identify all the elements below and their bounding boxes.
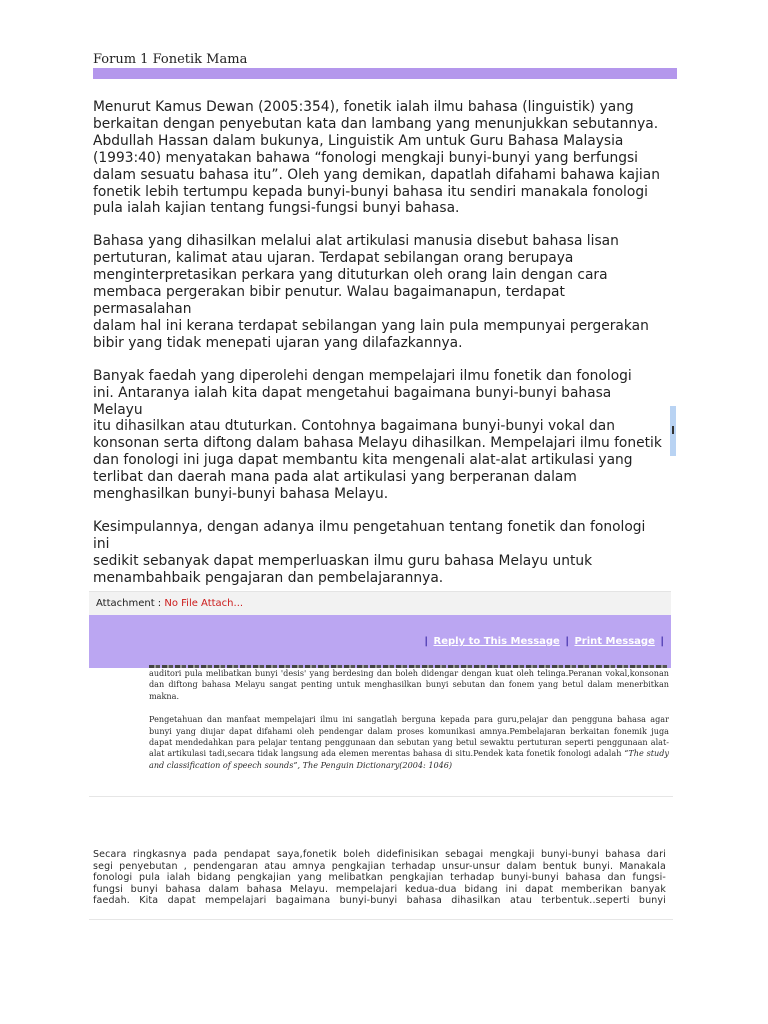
quoted-paragraph: auditori pula melibatkan bunyi 'desis' yang berdesing dan boleh didengar dengan kuat oleh telinga.Peranan vokal,konsonan dan diftong bahasa Melayu sangat penting untuk menghasilkan bunyi sebutan dan fonem yang betul dalam menerbitkan makna. [149,668,669,701]
separator: | [660,636,664,647]
attachment-row [89,591,671,615]
message-action-bar [89,615,671,668]
post-body [93,99,665,603]
reply-line: segi penyebutan , pendengaran atau amnya pengkajian terhadap unsur-unsur dalam bentuk bunyi. Manakala [93,860,666,872]
divider [89,796,673,797]
reply-line: faedah. Kita dapat mempelajari bagaimana bunyi-bunyi bahasa dihasilkan atau terbentuk..seperti bunyi [93,895,666,905]
title-underline-bar [93,68,677,79]
reply-to-message-link[interactable]: Reply to This Message [433,636,560,647]
post-paragraph: Bahasa yang dihasilkan melalui alat artikulasi manusia disebut bahasa lisan pertuturan, kalimat atau ujaran. Terdapat sebilangan orang berupaya menginterpretasikan perkara yang dituturkan oleh orang lain dengan cara membaca pergerakan bibir penutur. Walau bagaimanapun, terdapat permasalahan dalam hal ini kerana terdapat sebilangan yang lain pula mempunyai pergerakan bibir yang tidak menepati ujaran yang dilafazkannya. [93,233,649,351]
separator: | [424,636,429,647]
post-paragraph: Banyak faedah yang diperolehi dengan mempelajari ilmu fonetik dan fonologi ini. Antaranya ialah kita dapat mengetahui bagaimana bunyi-bunyi bahasa Melayu itu dihasilkan atau dtuturkan. Contohnya bagaimana bunyi-bunyi vokal dan konsonan serta diftong dalam bahasa Melayu dihasilkan. Mempelajari ilmu fonetik dan fonologi ini juga dapat membantu kita mengenali alat-alat artikulasi yang terlibat dan daerah mana pada alat artikulasi yang berperanan dalam menghasilkan bunyi-bunyi bahasa Melayu. [93,367,662,503]
print-message-link[interactable]: Print Message [574,636,655,647]
divider [89,919,673,920]
reply-message [93,849,666,905]
scroll-grip-icon [672,426,674,434]
reply-line: fungsi bunyi bahasa dalam bahasa Melayu. mempelajari kedua-dua bidang ini dapat memberikan banyak [93,883,666,895]
scroll-indicator[interactable] [670,406,676,456]
attachment-label: Attachment : [96,598,162,609]
quoted-message [149,668,669,783]
attachment-value[interactable]: No File Attach... [164,598,244,609]
message-actions [422,636,666,647]
post-paragraph: Kesimpulannya, dengan adanya ilmu pengetahuan tentang fonetik dan fonologi ini sedikit sebanyak dapat memperluaskan ilmu guru bahasa Melayu untuk menambahbaik pengajaran dan pembelajarannya. [93,518,646,586]
post-paragraph: Menurut Kamus Dewan (2005:354), fonetik ialah ilmu bahasa (linguistik) yang berkaitan dengan penyebutan kata dan lambang yang menunjukkan sebutannya. Abdullah Hassan dalam bukunya, Linguistik Am untuk Guru Bahasa Malaysia (1993:40) menyatakan bahawa “fonologi mengkaji bunyi-bunyi yang berfungsi dalam sesuatu bahasa itu”. Oleh yang demikan, dapatlah difahami bahawa kajian fonetik lebih tertumpu kepada bunyi-bunyi bahasa itu sendiri manakala fonologi pula ialah kajian tentang fungsi-fungsi bunyi bahasa. [93,99,660,217]
quoted-citation: “The study and classification of speech sounds”, The Penguin Dictionary(2004: 1046) [149,748,670,770]
quoted-paragraph [149,714,669,771]
quoted-paragraph-lead: Pengetahuan dan manfaat mempelajari ilmu ini sangatlah berguna kepada para guru,pelajar dan pengguna bahasa agar bunyi yang diujar dapat difahami oleh pendengar dalam proses komunikasi amnya.Pembelajaran berkaitan fonemik juga dapat mendedahkan para pelajar tentang penggunaan dan sebutan yang betul sewaktu pertuturan seperti penggunaan alat-alat artikulasi tadi,secara tidak langsung ada elemen merentas bahasa di situ.Pendek kata fonetik fonologi adalah [149,714,669,759]
separator: | [565,636,569,647]
document-title: Forum 1 Fonetik Mama [93,52,248,67]
reply-line: fonologi pula ialah bidang pengkajian yang melibatkan pengkajian terhadap bunyi-bunyi bahasa dan fungsi- [93,872,666,884]
reply-line: Secara ringkasnya pada pendapat saya,fonetik boleh didefinisikan sebagai mengkaji bunyi-bunyi bahasa dari [93,849,666,860]
